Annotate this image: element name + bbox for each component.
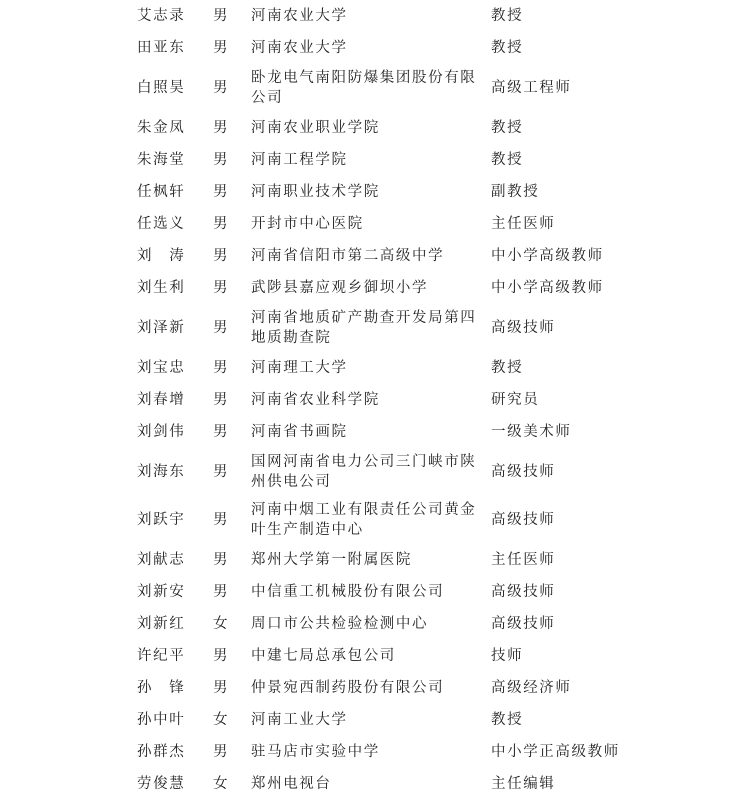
person-organization: 中信重工机械股份有限公司	[251, 584, 445, 600]
person-gender: 男	[213, 320, 230, 336]
person-name: 任选义	[137, 216, 186, 232]
person-name: 许纪平	[137, 648, 186, 664]
person-name: 刘 涛	[137, 248, 186, 264]
person-gender: 男	[213, 552, 230, 568]
person-title: 主任编辑	[491, 776, 556, 792]
list-item	[0, 144, 729, 176]
person-title: 高级技师	[491, 320, 556, 336]
person-title: 副教授	[491, 184, 540, 200]
person-name: 孙群杰	[137, 744, 186, 760]
person-gender: 男	[213, 680, 230, 696]
person-name: 刘海东	[137, 464, 186, 480]
person-name: 刘新安	[137, 584, 186, 600]
list-item	[0, 448, 729, 496]
person-name: 艾志录	[137, 8, 186, 24]
person-title: 高级技师	[491, 512, 556, 528]
person-organization: 河南理工大学	[251, 360, 348, 376]
list-item	[0, 672, 729, 704]
list-item	[0, 352, 729, 384]
person-gender: 女	[213, 712, 230, 728]
person-gender: 男	[213, 648, 230, 664]
person-name: 孙 锋	[137, 680, 186, 696]
person-title: 中小学正高级教师	[491, 744, 620, 760]
person-gender: 男	[213, 40, 230, 56]
list-item	[0, 704, 729, 736]
person-title: 主任医师	[491, 216, 556, 232]
person-title: 技师	[491, 648, 524, 664]
person-name: 田亚东	[137, 40, 186, 56]
person-gender: 男	[213, 216, 230, 232]
person-gender: 男	[213, 80, 230, 96]
person-organization: 周口市公共检验检测中心	[251, 616, 429, 632]
person-organization: 中建七局总承包公司	[251, 648, 396, 664]
person-title: 研究员	[491, 392, 540, 408]
list-item	[0, 416, 729, 448]
person-title: 教授	[491, 120, 524, 136]
person-organization: 卧龙电气南阳防爆集团股份有限公司	[251, 70, 477, 106]
person-name: 刘泽新	[137, 320, 186, 336]
list-item	[0, 768, 729, 800]
person-organization: 河南省信阳市第二高级中学	[251, 248, 445, 264]
list-item	[0, 176, 729, 208]
person-gender: 女	[213, 776, 230, 792]
person-gender: 男	[213, 392, 230, 408]
person-name: 任枫轩	[137, 184, 186, 200]
person-gender: 男	[213, 424, 230, 440]
list-item	[0, 240, 729, 272]
list-item	[0, 576, 729, 608]
person-title: 高级工程师	[491, 80, 572, 96]
person-gender: 男	[213, 280, 230, 296]
person-gender: 男	[213, 248, 230, 264]
list-item	[0, 112, 729, 144]
person-title: 中小学高级教师	[491, 280, 604, 296]
person-gender: 男	[213, 584, 230, 600]
person-title: 教授	[491, 8, 524, 24]
person-gender: 男	[213, 8, 230, 24]
person-organization: 郑州电视台	[251, 776, 332, 792]
list-item	[0, 544, 729, 576]
person-organization: 河南省书画院	[251, 424, 348, 440]
person-organization: 河南省农业科学院	[251, 392, 380, 408]
list-item	[0, 736, 729, 768]
person-title: 教授	[491, 712, 524, 728]
person-gender: 男	[213, 120, 230, 136]
person-name: 劳俊慧	[137, 776, 186, 792]
person-organization: 郑州大学第一附属医院	[251, 552, 412, 568]
person-organization: 武陟县嘉应观乡御坝小学	[251, 280, 429, 296]
person-organization: 河南中烟工业有限责任公司黄金叶生产制造中心	[251, 502, 477, 538]
person-title: 高级技师	[491, 584, 556, 600]
list-item	[0, 272, 729, 304]
person-organization: 河南农业大学	[251, 40, 348, 56]
person-organization: 驻马店市实验中学	[251, 744, 380, 760]
person-organization: 仲景宛西制药股份有限公司	[251, 680, 445, 696]
person-organization: 国网河南省电力公司三门峡市陕州供电公司	[251, 454, 477, 490]
list-item	[0, 304, 729, 352]
person-organization: 河南工程学院	[251, 152, 348, 168]
person-name: 刘春增	[137, 392, 186, 408]
person-gender: 男	[213, 152, 230, 168]
person-title: 主任医师	[491, 552, 556, 568]
person-title: 高级经济师	[491, 680, 572, 696]
person-organization: 河南农业大学	[251, 8, 348, 24]
list-item	[0, 32, 729, 64]
person-organization: 河南农业职业学院	[251, 120, 380, 136]
person-title: 中小学高级教师	[491, 248, 604, 264]
person-organization: 河南职业技术学院	[251, 184, 380, 200]
person-name: 孙中叶	[137, 712, 186, 728]
person-name: 刘宝忠	[137, 360, 186, 376]
list-item	[0, 64, 729, 112]
list-item	[0, 0, 729, 32]
person-title: 高级技师	[491, 616, 556, 632]
person-organization: 河南工业大学	[251, 712, 348, 728]
person-title: 高级技师	[491, 464, 556, 480]
person-name: 刘献志	[137, 552, 186, 568]
person-organization: 开封市中心医院	[251, 216, 364, 232]
person-gender: 男	[213, 512, 230, 528]
list-item	[0, 640, 729, 672]
person-organization: 河南省地质矿产勘查开发局第四地质勘查院	[251, 310, 477, 346]
person-name: 刘跃宇	[137, 512, 186, 528]
person-gender: 女	[213, 616, 230, 632]
person-name: 朱海堂	[137, 152, 186, 168]
person-name: 刘新红	[137, 616, 186, 632]
person-gender: 男	[213, 744, 230, 760]
person-gender: 男	[213, 184, 230, 200]
person-title: 一级美术师	[491, 424, 572, 440]
person-name: 刘生利	[137, 280, 186, 296]
person-name: 刘剑伟	[137, 424, 186, 440]
list-item	[0, 496, 729, 544]
person-name: 朱金凤	[137, 120, 186, 136]
list-item	[0, 608, 729, 640]
person-title: 教授	[491, 360, 524, 376]
list-item	[0, 384, 729, 416]
person-name: 白照昊	[137, 80, 186, 96]
list-item	[0, 208, 729, 240]
person-title: 教授	[491, 152, 524, 168]
person-title: 教授	[491, 40, 524, 56]
person-gender: 男	[213, 360, 230, 376]
person-gender: 男	[213, 464, 230, 480]
